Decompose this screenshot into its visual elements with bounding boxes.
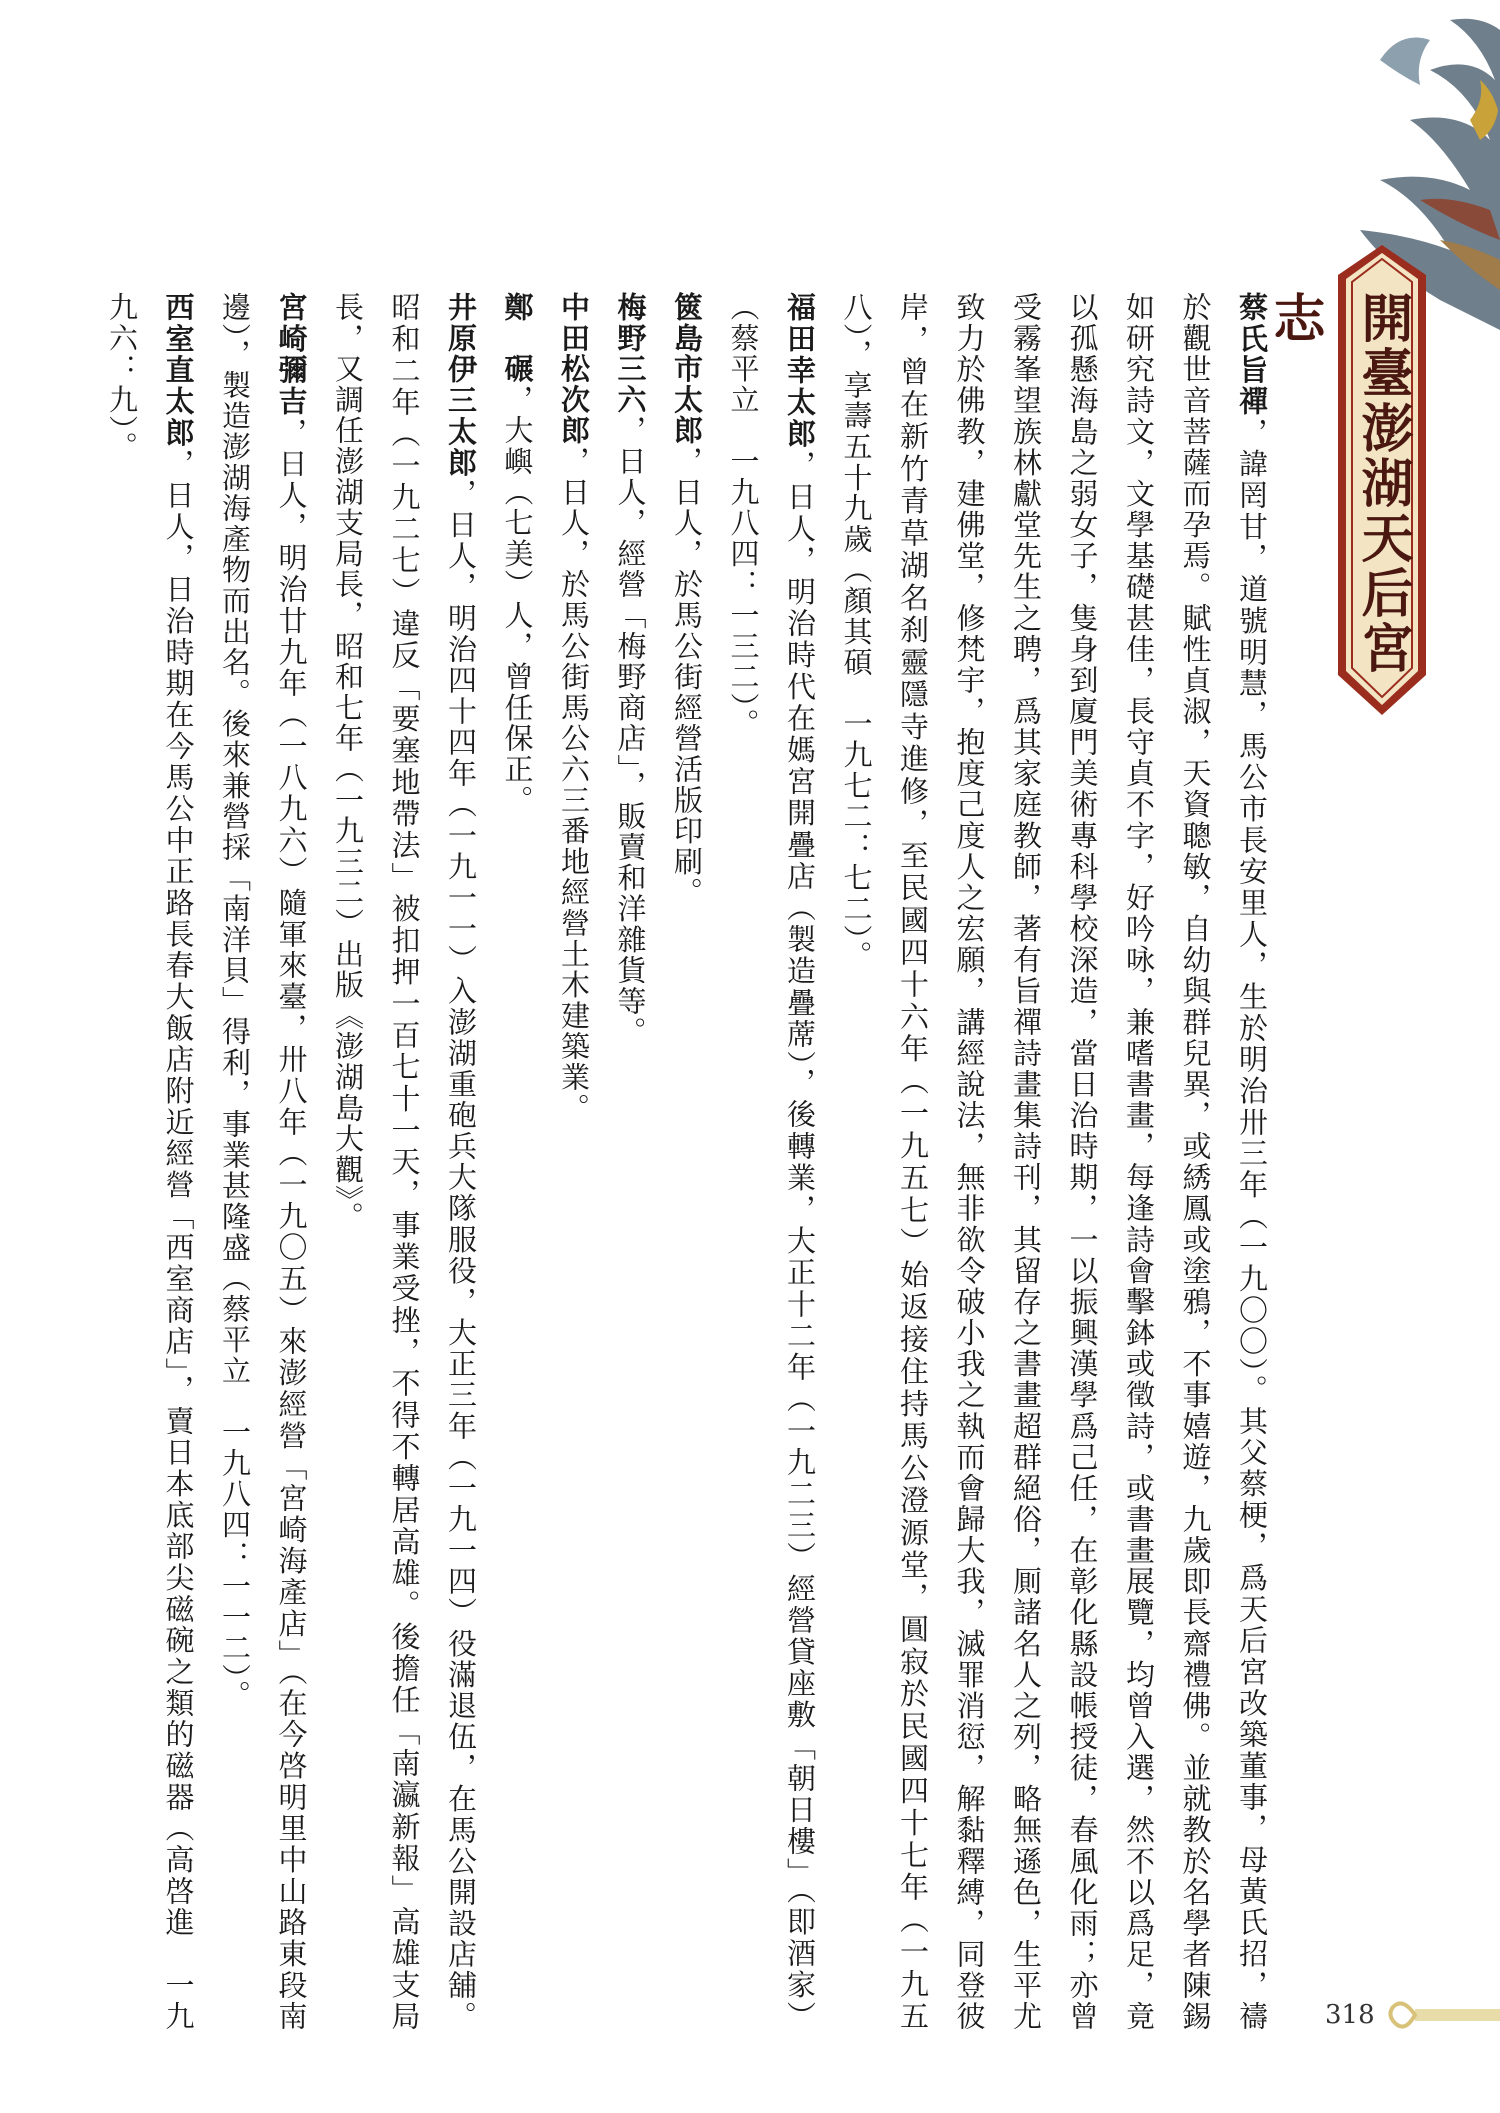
entry-fukuda	[715, 292, 828, 2032]
entry-ihara	[320, 292, 490, 2032]
entry-text: ，日人，明治時代在媽宮開疊店（製造疊蓆），後轉業，大正十二年（一九二三）經營貸座敷「朝日樓」（即酒家）（蔡平立 一九八四：一三二）。	[726, 292, 817, 2033]
entry-miyazaki	[207, 292, 320, 2032]
entry-text: ，日人，日治時期在今馬公中正路長春大飯店附近經營「西室商店」，賣日本底部尖磁碗之類的磁器（高啓進 一九九六：九）。	[105, 292, 196, 2032]
entry-name: 鄭 碾	[500, 292, 535, 385]
entry-name: 蔡氏旨禪	[1235, 292, 1269, 418]
entry-text: ，諱罔甘，道號明慧，馬公市長安里人，生於明治卅三年（一九〇〇）。其父蔡梗，爲天后宮改築董事，母黃氏招，禱於觀世音菩薩而孕焉。賦性貞淑，天資聰敏，自幼與群兒異，或綉鳳或塗鴉，不事嬉遊，九歲即長齋禮佛。並就教於名學者陳錫如研究詩文，文學基礎甚佳，長守貞不字，好吟咏，兼嗜書畫，每逢詩會擊鉢或徵詩，或書畫展覽，均曾入選，然不以爲足，竟以孤懸海島之弱女子，隻身到廈門美術專科學校深造，當日治時期，一以振興漢學爲己任，在彰化縣設帳授徒，春風化雨；亦曾受霧峯望族林獻堂先生之聘，爲其家庭教師，著有旨禪詩畫集詩刊，其留存之書畫超群絕俗，厠諸名人之列，略無遜色，生平尤致力於佛教，建佛堂，修梵宇，抱度己度人之宏願，講經說法，無非欲令破小我之執而會歸大我，滅罪消愆，解黏釋縛，同登彼岸，曾在新竹青草湖名刹靈隱寺進修，至民國四十六年（一九五七）始返接住持馬公澄源堂，圓寂於民國四十七年（一九五八），享壽五十九歲（顏其碩 一九七二：七二）。	[839, 292, 1269, 2032]
entry-text: ，日人，於馬公街馬公六三番地經營土木建築業。	[557, 446, 591, 1124]
entry-name: 西室直太郎	[161, 292, 196, 449]
book-title-banner	[1264, 245, 1426, 715]
entry-name: 福田幸太郎	[783, 292, 817, 451]
entry-text: ，日人，明治四十四年（一九一一）入澎湖重砲兵大隊服役，大正三年（一九一四）役滿退伍，在馬公開設店舖。昭和二年（一九二七）違反「要塞地帶法」被扣押一百七十一天，事業受挫，不得不轉居高雄。後擔任「南瀛新報」高雄支局長，又調任澎湖支局長，昭和七年（一九三二）出版《澎湖島大觀》。	[331, 292, 478, 2032]
entry-name: 宮崎彌吉	[274, 292, 309, 418]
page-number: 318	[1325, 2000, 1375, 2030]
entry-text: ，日人，經營「梅野商店」，販賣和洋雜貨等。	[613, 415, 648, 1048]
entry-kagoshima	[659, 292, 716, 2032]
entry-name: 井原伊三太郎	[444, 292, 478, 479]
entry-text: ，大嶼（七美）人，曾任保正。	[500, 384, 535, 816]
entry-umeno	[602, 292, 659, 2032]
entry-text: ，日人，明治廿九年（一八九六）隨軍來臺，卅八年（一九〇五）來澎經營「宮崎海產店」（在今啓明里中山路東段南邊），製造澎湖海產物而出名。後來兼營採「南洋貝」得利，事業甚隆盛（蔡平立 一九八四：一一二）。	[218, 292, 309, 2032]
entry-zheng	[489, 292, 546, 2032]
entry-name: 中田松次郎	[557, 292, 591, 446]
entry-nakata	[546, 292, 603, 2032]
entry-nishimuro	[94, 292, 207, 2032]
entry-name: 篋島市太郎	[670, 292, 704, 446]
book-title: 開臺澎湖天后宮志	[1264, 291, 1413, 676]
main-text-body	[105, 292, 1280, 2033]
page-number-ornament	[1385, 1985, 1500, 2045]
entry-cai-zhichan	[828, 292, 1280, 2032]
entry-name: 梅野三六	[613, 292, 648, 416]
entry-text: ，日人，於馬公街經營活版印刷。	[670, 446, 704, 908]
